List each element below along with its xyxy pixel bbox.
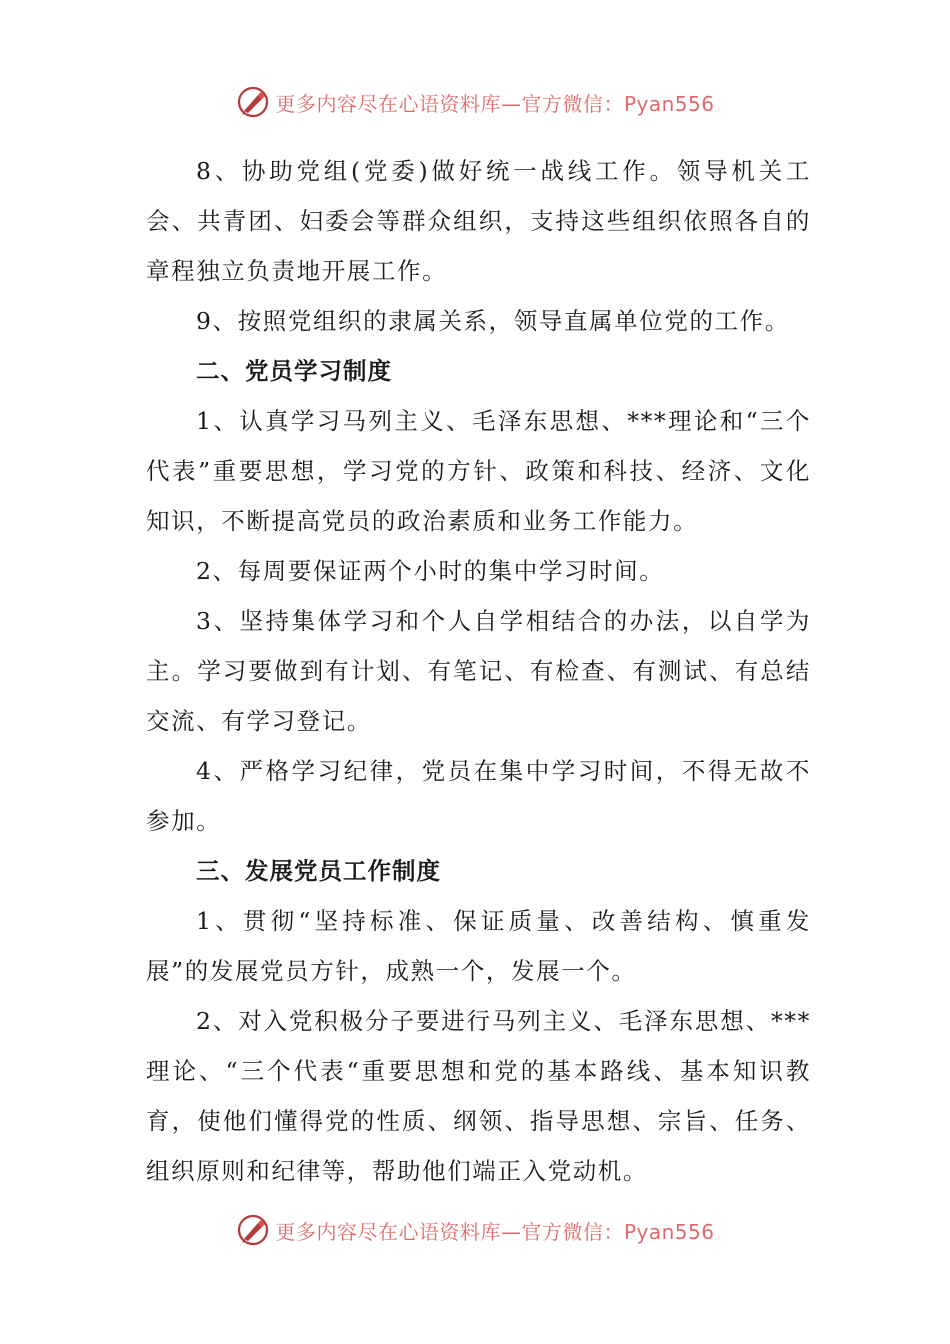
study-item-4: 4、严格学习纪律，党员在集中学习时间，不得无故不参加。 (146, 757, 811, 835)
development-item-1: 1、贯彻“坚持标准、保证质量、改善结构、慎重发展”的发展党员方针，成熟一个，发展一个。 (146, 907, 811, 985)
section-heading-development: 三、发展党员工作制度 (196, 857, 441, 885)
study-item-3: 3、坚持集体学习和个人自学相结合的办法，以自学为主。学习要做到有计划、有笔记、有检查、有测试、有总结交流、有学习登记。 (146, 607, 811, 735)
watermark-text: 更多内容尽在心语资料库—官方微信：Pyan556 (275, 1219, 715, 1244)
section-heading-study: 二、党员学习制度 (196, 357, 392, 385)
watermark-header (0, 82, 950, 122)
paragraph-9: 9、按照党组织的隶属关系，领导直属单位党的工作。 (196, 307, 790, 335)
pen-nib-logo-icon (235, 1212, 271, 1248)
paragraph-8: 8、协助党组(党委)做好统一战线工作。领导机关工会、共青团、妇委会等群众组织，支持这些组织依照各自的章程独立负责地开展工作。 (146, 157, 811, 285)
document-body (146, 146, 811, 1196)
watermark-text: 更多内容尽在心语资料库—官方微信：Pyan556 (275, 91, 715, 116)
watermark-footer (0, 1210, 950, 1250)
study-item-2: 2、每周要保证两个小时的集中学习时间。 (196, 557, 665, 585)
development-item-2: 2、对入党积极分子要进行马列主义、毛泽东思想、***理论、“三个代表“重要思想和党的基本路线、基本知识教育，使他们懂得党的性质、纲领、指导思想、宗旨、任务、组织原则和纪律等，帮助他们端正入党动机。 (146, 1007, 811, 1185)
study-item-1: 1、认真学习马列主义、毛泽东思想、***理论和“三个代表”重要思想，学习党的方针、政策和科技、经济、文化知识，不断提高党员的政治素质和业务工作能力。 (146, 407, 811, 535)
pen-nib-logo-icon (235, 84, 271, 120)
